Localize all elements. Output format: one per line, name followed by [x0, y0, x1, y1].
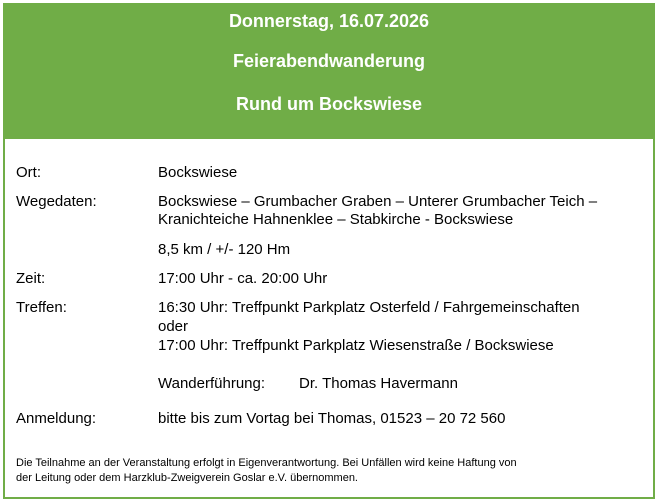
anmeldung-label: Anmeldung:: [16, 410, 97, 427]
disclaimer: [16, 456, 646, 486]
wegedaten-line2: Kranichteiche Hahnenklee – Stabkirche - Bockswiese: [158, 211, 514, 228]
event-date: Donnerstag, 16.07.2026: [228, 11, 430, 31]
event-card: [3, 3, 655, 499]
event-type: Feierabendwanderung: [232, 51, 426, 71]
wegedaten-label: Wegedaten:: [16, 193, 97, 210]
anmeldung-value: bitte bis zum Vortag bei Thomas, 01523 – 20 72 560: [158, 410, 506, 427]
fuehrung-name: Dr. Thomas Havermann: [299, 375, 458, 392]
ort-value: Bockswiese: [158, 164, 238, 181]
disclaimer-line2: der Leitung oder dem Harzklub-Zweigverein Goslar e.V. übernommen.: [16, 472, 358, 484]
event-title: Rund um Bockswiese: [235, 94, 423, 114]
event-header: [5, 5, 653, 139]
treffen-label: Treffen:: [16, 299, 67, 316]
zeit-value: 17:00 Uhr - ca. 20:00 Uhr: [158, 270, 328, 287]
ort-label: Ort:: [16, 164, 41, 181]
wegedaten-line1: Bockswiese – Grumbacher Graben – Unterer Grumbacher Teich –: [158, 193, 598, 210]
zeit-label: Zeit:: [16, 270, 46, 287]
treffen-or: oder: [158, 318, 189, 335]
wegedaten-distance: 8,5 km / +/- 120 Hm: [158, 241, 291, 258]
fuehrung-label: Wanderführung:: [158, 375, 266, 392]
disclaimer-line1: Die Teilnahme an der Veranstaltung erfolgt in Eigenverantwortung. Bei Unfällen wird keine Haftung von: [16, 457, 517, 469]
treffen-line2: 17:00 Uhr: Treffpunkt Parkplatz Wiesenstraße / Bockswiese: [158, 337, 554, 354]
treffen-line1: 16:30 Uhr: Treffpunkt Parkplatz Osterfeld / Fahrgemeinschaften: [158, 299, 580, 316]
